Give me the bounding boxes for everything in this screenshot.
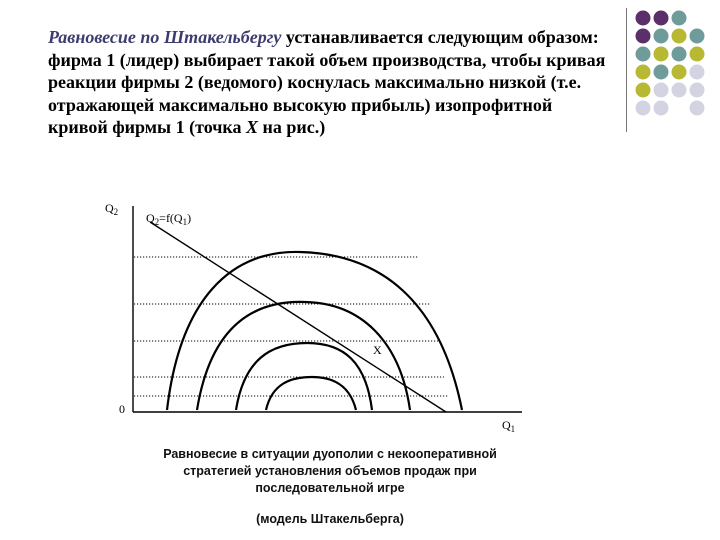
reaction-curve <box>150 222 446 412</box>
y-axis-label: $Q_2$ <box>105 201 119 217</box>
isoprofit-curve-4 <box>266 377 356 410</box>
isoprofit-curve-1 <box>167 252 462 410</box>
text-part-1: устанавливается следующим образом: фирма 1 (лидер) выбирает такой объем производства, чтобы кривая реакции фирмы 2 (ведомого) коснулась максимально низкой (т.е. отражающей максимально высокую прибыль) изопрофитной кривой фирмы 1 (точка <box>48 27 606 137</box>
figure-caption <box>130 446 530 528</box>
text-part-2: на рис.) <box>258 117 326 137</box>
stackelberg-term: Равновесие по Штакельбергу <box>48 27 282 47</box>
caption-line-1: Равновесие в ситуации дуополии с некооперативной стратегией установления объемов продаж при последовательной игре <box>163 447 497 495</box>
reaction-curve-label: $Q_2=f(Q_1)$ <box>146 211 192 227</box>
equilibrium-label: X <box>373 343 382 357</box>
origin-label: 0 <box>119 402 125 416</box>
x-axis-label: $Q_1$ <box>502 418 516 434</box>
caption-line-2: (модель Штакельберга) <box>256 512 404 526</box>
point-x-ref: X <box>245 117 258 137</box>
